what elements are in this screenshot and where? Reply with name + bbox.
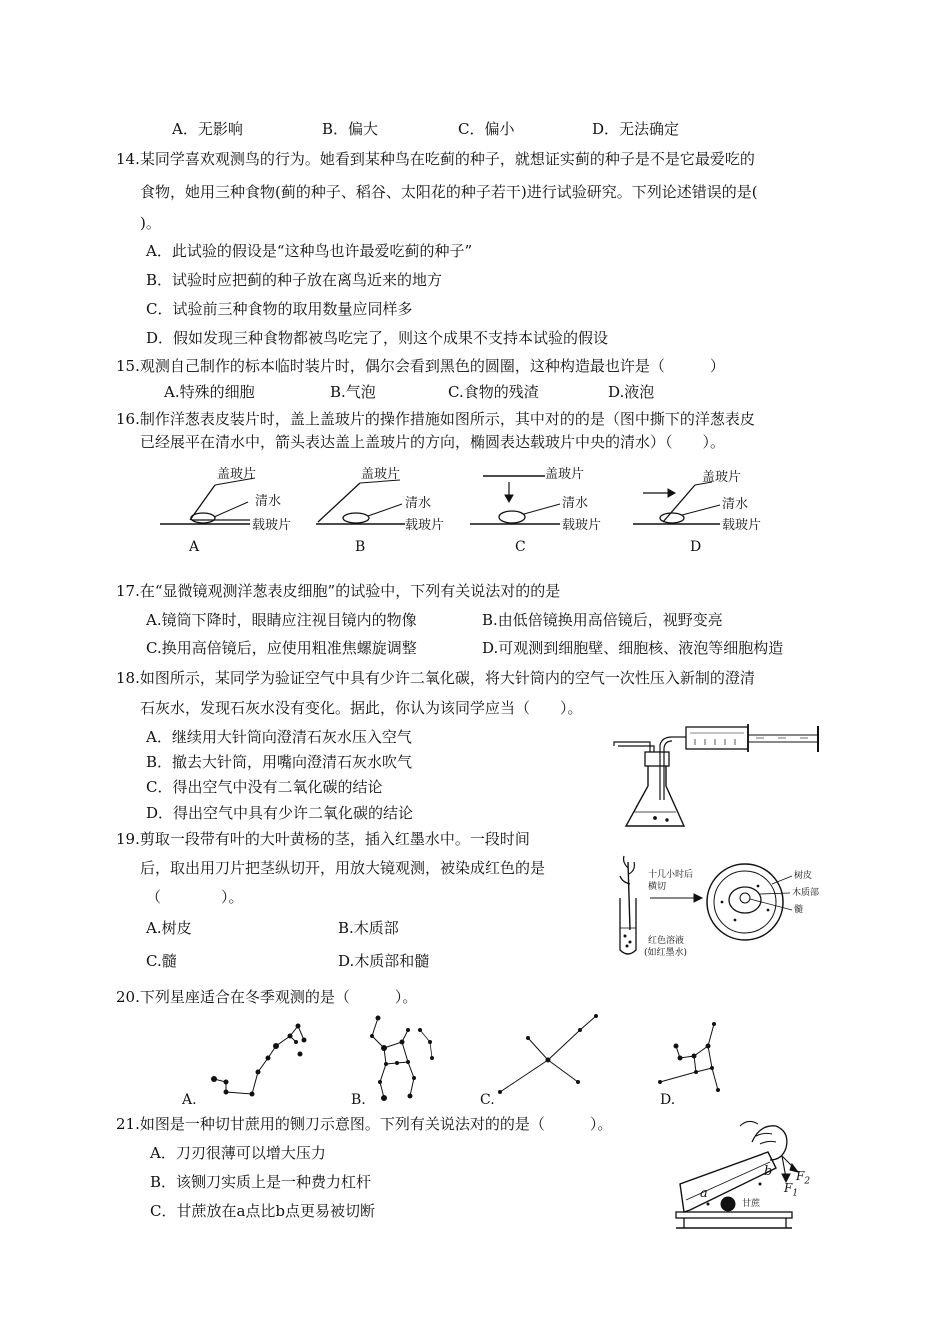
q20-stem: 20.下列星座适合在冬季观测的是（ ）。 xyxy=(116,988,418,1006)
q16-b-water-label: 清水 xyxy=(405,496,432,511)
q21-stem: 21.如图是一种切甘蔗用的铡刀示意图。下列有关说法对的的是（ ）。 xyxy=(116,1115,613,1133)
q15-stem: 15.观测自己制作的标本临时装片时，偶尔会看到黑色的圆圈，这种构造最也许是（ ） xyxy=(116,357,725,375)
q19-option-d: D.木质部和髓 xyxy=(338,952,430,970)
q16-panel-c-label: C xyxy=(515,539,526,555)
q16-d-water-label: 清水 xyxy=(722,497,749,512)
q14-stem-line3: )。 xyxy=(140,214,161,232)
q16-panel-b-label: B xyxy=(355,539,366,555)
q16-c-slide-label: 载玻片 xyxy=(562,518,602,533)
q16-c-cover-slip-label: 盖玻片 xyxy=(545,467,585,482)
q20-option-a: A. xyxy=(182,1092,197,1108)
q16-panel-d-label: D xyxy=(690,539,702,555)
q19-bark-label: 树皮 xyxy=(794,871,813,881)
q18-stem-line2: 石灰水，发现石灰水没有变化。据此，你认为该同学应当（ ）。 xyxy=(140,699,583,717)
q21-force-f2-label xyxy=(796,1168,810,1189)
q19-stem-line1: 19.剪取一段带有叶的大叶黄杨的茎，插入红墨水中。一段时间 xyxy=(116,830,530,848)
q19-stem-line2: 后，取出用刀片把茎纵切开，用放大镜观测，被染成红色的是 xyxy=(140,859,546,877)
q20-option-c: C. xyxy=(480,1092,495,1108)
q16-d-cover-slip-label: 盖玻片 xyxy=(702,470,742,485)
q16-stem-line1: 16.制作洋葱表皮装片时，盖上盖玻片的操作措施如图所示，其中对的的是（图中撕下的洋葱表皮 xyxy=(116,410,755,428)
q21-label-b: b xyxy=(764,1164,773,1179)
q21-label-a: a xyxy=(700,1186,708,1201)
q17-option-a: A.镜筒下降时，眼睛应注视目镜内的物像 xyxy=(146,611,417,629)
q18-option-a: A．继续用大针筒向澄清石灰水压入空气 xyxy=(146,728,412,746)
q17-stem: 17.在“显微镜观测洋葱表皮细胞”的试验中，下列有关说法对的的是 xyxy=(116,582,561,600)
q21-sugarcane-label: 甘蔗 xyxy=(742,1199,761,1209)
q21-f1-letter: F xyxy=(784,1181,793,1195)
q19-option-b: B.木质部 xyxy=(338,919,399,937)
q16-b-cover-slip-label: 盖玻片 xyxy=(361,467,401,482)
q21-option-c: C．甘蔗放在a点比b点更易被切断 xyxy=(150,1202,376,1220)
q14-option-a: A．此试验的假设是“这种鸟也许最爱吃蓟的种子” xyxy=(146,242,473,260)
q14-option-b: B．试验时应把蓟的种子放在离鸟近来的地方 xyxy=(146,271,443,289)
q15-option-a: A.特殊的细胞 xyxy=(164,383,255,401)
q16-stem-line2: 已经展平在清水中，箭头表达盖上盖玻片的方向，椭圆表达载玻片中央的清水）（ ）。 xyxy=(140,433,726,451)
q13-option-b: B．偏大 xyxy=(322,120,379,138)
q19-pith-label: 髓 xyxy=(794,905,804,915)
q19-stem-line3: （ ）。 xyxy=(146,888,244,906)
q19-red-solution-label: 红色溶液 xyxy=(648,936,685,946)
q18-option-c: C．得出空气中没有二氧化碳的结论 xyxy=(146,778,383,796)
q16-a-cover-slip-label: 盖玻片 xyxy=(217,467,257,482)
q19-cross-cut-label: 横切 xyxy=(648,882,667,892)
q18-stem-line1: 18.如图所示，某同学为验证空气中具有少许二氧化碳，将大针筒内的空气一次性压入新制的澄清 xyxy=(116,669,755,687)
q19-red-ink-label: (如红墨水) xyxy=(644,948,688,958)
q20-option-d: D. xyxy=(660,1092,676,1108)
q15-option-d: D.液泡 xyxy=(608,383,655,401)
q16-a-water-label: 清水 xyxy=(255,494,282,509)
q14-option-c: C．试验前三种食物的取用数量应同样多 xyxy=(146,300,413,318)
q17-option-d: D.可观测到细胞壁、细胞核、液泡等细胞构造 xyxy=(482,639,784,657)
q21-f2-subscript: 2 xyxy=(804,1176,811,1187)
q21-f1-subscript: 1 xyxy=(792,1188,799,1199)
q17-option-c: C.换用高倍镜后，应使用粗准焦螺旋调整 xyxy=(146,639,417,657)
q15-option-b: B.气泡 xyxy=(330,383,376,401)
q21-option-b: B．该铡刀实质上是一种费力杠杆 xyxy=(150,1173,372,1191)
q18-option-d: D．得出空气中具有少许二氧化碳的结论 xyxy=(146,804,414,822)
q18-option-b: B．撤去大针筒，用嘴向澄清石灰水吹气 xyxy=(146,753,413,771)
q16-b-slide-label: 载玻片 xyxy=(405,518,445,533)
q16-d-slide-label: 载玻片 xyxy=(722,518,762,533)
q21-f2-letter: F xyxy=(796,1169,805,1183)
q13-option-c: C．偏小 xyxy=(458,120,515,138)
q19-option-a: A.树皮 xyxy=(146,919,192,937)
q19-option-c: C.髓 xyxy=(146,952,177,970)
q13-option-d: D．无法确定 xyxy=(592,120,680,138)
q14-stem-line1: 14.某同学喜欢观测鸟的行为。她看到某种鸟在吃蓟的种子，就想证实蓟的种子是不是它最爱吃的 xyxy=(116,150,755,168)
q17-option-b: B.由低倍镜换用高倍镜后，视野变亮 xyxy=(482,611,723,629)
q19-hours-label: 十几小时后 xyxy=(648,870,694,880)
q16-c-water-label: 清水 xyxy=(562,496,589,511)
q21-option-a: A．刀刃很薄可以增大压力 xyxy=(150,1144,326,1162)
q19-xylem-label: 木质部 xyxy=(792,888,820,898)
q16-panel-a-label: A xyxy=(189,539,200,555)
q15-option-c: C.食物的残渣 xyxy=(448,383,539,401)
q20-option-b: B. xyxy=(351,1092,366,1108)
q16-a-slide-label: 载玻片 xyxy=(252,518,292,533)
q13-option-a: A．无影响 xyxy=(172,120,243,138)
q14-stem-line2: 食物，她用三种食物(蓟的种子、稻谷、太阳花的种子若干)进行试验研究。下列论述错误的是( xyxy=(140,183,758,201)
q14-option-d: D．假如发现三种食物都被鸟吃完了，则这个成果不支持本试验的假设 xyxy=(146,329,609,347)
